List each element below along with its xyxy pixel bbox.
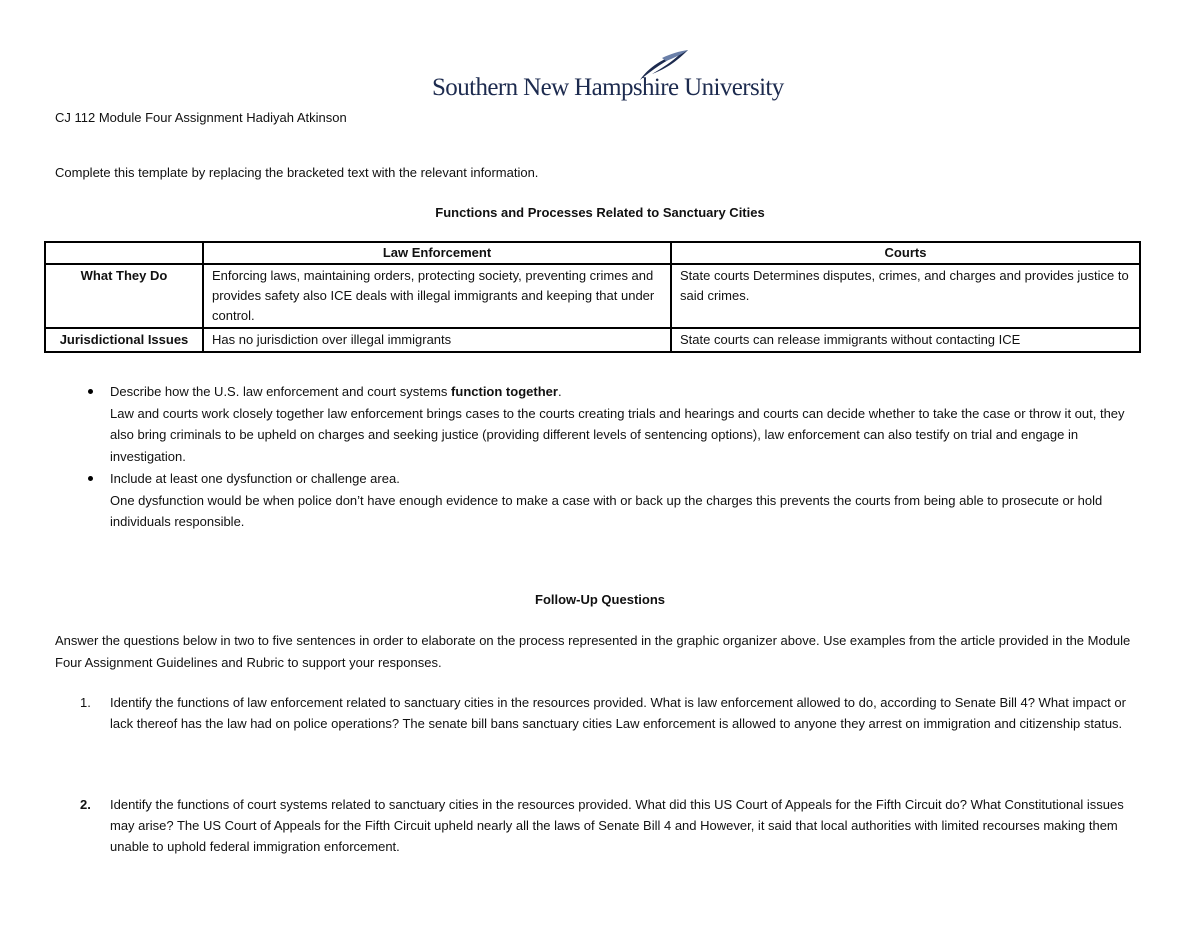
table-row (45, 328, 1140, 352)
bullet-prompt (110, 468, 1150, 490)
list-item (110, 381, 1150, 468)
bullet-list (110, 381, 1150, 533)
header-cell-empty (45, 242, 203, 264)
bullet-icon (88, 389, 93, 394)
cell-courts-what-they-do: State courts Determines disputes, crimes, and charges and provides justice to said crimes. (671, 264, 1140, 328)
header-cell-courts: Courts (671, 242, 1140, 264)
cell-law-what-they-do: Enforcing laws, maintaining orders, protecting society, preventing crimes and provides safety also ICE deals with illegal immigrants and keeping that under control. (203, 264, 671, 328)
logo-text: Southern New Hampshire University (432, 74, 784, 101)
header-cell-law-enforcement: Law Enforcement (203, 242, 671, 264)
list-item (110, 468, 1150, 533)
followup-title: Follow-Up Questions (535, 592, 665, 607)
organizer-table (44, 241, 1141, 353)
question-item (80, 794, 1150, 857)
table-row (45, 264, 1140, 328)
cell-law-jurisdictional-issues: Has no jurisdiction over illegal immigrants (203, 328, 671, 352)
prompt-bold-text: function together (451, 384, 558, 399)
cell-courts-jurisdictional-issues: State courts can release immigrants without contacting ICE (671, 328, 1140, 352)
question-text: Identify the functions of court systems related to sanctuary cities in the resources provided. What did this US Court of Appeals for the Fifth Circuit do? What Constitutional issues may arise? The US Court of Appeals for the Fifth Circuit upheld nearly all the laws of Senate Bill 4 and However, it said that local authorities with limited recourses making them unable to uphold federal immigration enforcement. (110, 797, 1124, 854)
instruction-text: Complete this template by replacing the bracketed text with the relevant information. (55, 165, 539, 180)
table-header-row (45, 242, 1140, 264)
bullet-answer: Law and courts work closely together law enforcement brings cases to the courts creating trials and hearings and courts can decide whether to take the case or throw it out, they also bring criminals to be upheld on charges and seeking justice (providing different levels of sentencing options), law enforcement can also testify on trial and engage in investigation. (110, 405, 1125, 465)
university-logo (432, 48, 784, 108)
row-label-what-they-do: What They Do (45, 264, 203, 328)
row-label-jurisdictional-issues: Jurisdictional Issues (45, 328, 203, 352)
question-item (80, 692, 1150, 734)
question-number: 2. (80, 797, 91, 812)
bullet-answer: One dysfunction would be when police don’t have enough evidence to make a case with or back up the charges this prevents the courts from being able to prosecute or hold individuals responsible. (110, 492, 1103, 530)
bullet-icon (88, 476, 93, 481)
prompt-end-text: . (557, 384, 562, 399)
question-text: Identify the functions of law enforcement related to sanctuary cities in the resources provided. What is law enforcement allowed to do, according to Senate Bill 4? What impact or lack thereof has the law had on police operations? The senate bill bans sanctuary cities Law enforcement is allowed to anyone they arrest on immigration and citizenship status. (110, 695, 1126, 731)
prompt-text: Include at least one dysfunction or challenge area. (110, 470, 400, 486)
prompt-text: Describe how the U.S. law enforcement and court systems (110, 384, 452, 399)
bullet-prompt (110, 381, 1150, 403)
table-title: Functions and Processes Related to Sanctuary Cities (435, 205, 765, 220)
question-number: 1. (80, 695, 91, 710)
header-line: CJ 112 Module Four Assignment Hadiyah Atkinson (55, 110, 347, 125)
followup-intro: Answer the questions below in two to five sentences in order to elaborate on the process represented in the graphic organizer above. Use examples from the article provided in the Module Four Assignment Guidelines and Rubric to support your responses. (55, 633, 1131, 670)
